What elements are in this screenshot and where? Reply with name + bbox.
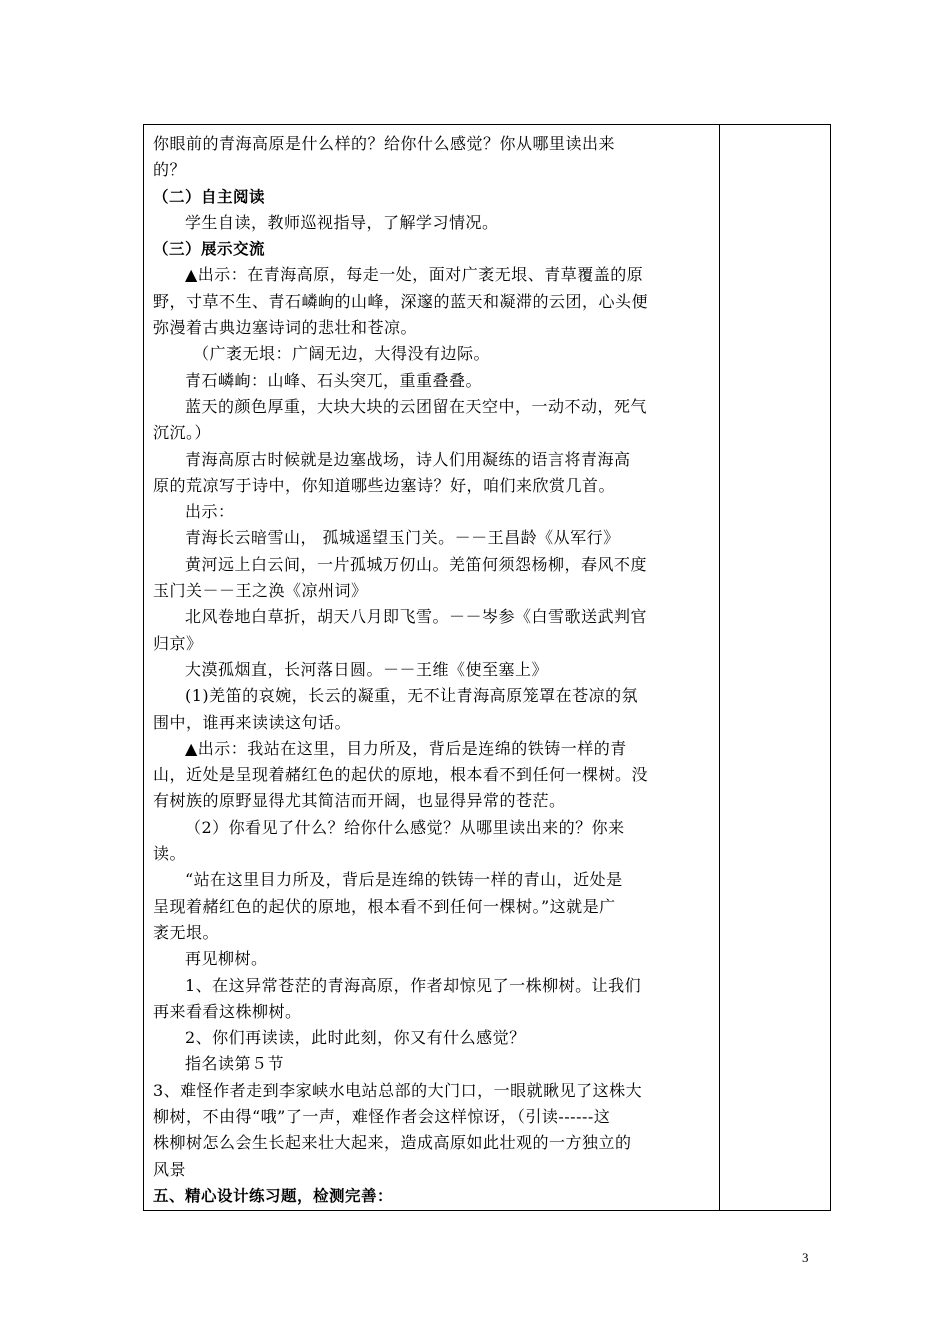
text-line: “站在这里目力所及，背后是连绵的铁铸一样的青山，近处是 xyxy=(185,870,623,890)
text-line: （广袤无垠：广阔无边，大得没有边际。 xyxy=(193,344,491,364)
text-line: 学生自读，教师巡视指导，了解学习情况。 xyxy=(185,212,499,232)
text-line: 呈现着赭红色的起伏的原地，根本看不到任何一棵树。”这就是广 xyxy=(153,896,616,916)
text-line: 2、你们再读读，此时此刻，你又有什么感觉？ xyxy=(185,1028,526,1048)
text-line: 株柳树怎么会生长起来壮大起来，造成高原如此壮观的一方独立的 xyxy=(153,1133,632,1153)
text-line: (1)羌笛的哀婉，长云的凝重，无不让青海高原笼罩在苍凉的氛 xyxy=(185,686,639,706)
text-line: 沉沉。） xyxy=(153,423,212,443)
column-divider xyxy=(719,125,720,1210)
text-line: （2）你看见了什么？给你什么感觉？从哪里读出来的？你来 xyxy=(185,817,625,837)
text-line: 再见柳树。 xyxy=(185,949,268,969)
text-line: 再来看看这株柳树。 xyxy=(153,1001,302,1021)
section-heading: （二）自主阅读 xyxy=(153,187,266,206)
text-line: 野，寸草不生、青石嶙峋的山峰，深邃的蓝天和凝滞的云团，心头便 xyxy=(153,291,649,311)
text-line: 青海长云暗雪山， 孤城遥望玉门关。－－王昌龄《从军行》 xyxy=(185,528,620,548)
text-line: 原的荒凉写于诗中，你知道哪些边塞诗？好，咱们来欣赏几首。 xyxy=(153,475,616,495)
text-line: 的？ xyxy=(153,160,187,180)
text-line: 大漠孤烟直，长河落日圆。－－王维《使至塞上》 xyxy=(185,659,549,679)
lesson-content-cell xyxy=(153,131,713,1209)
text-line: 蓝天的颜色厚重，大块大块的云团留在天空中，一动不动，死气 xyxy=(185,396,648,416)
text-line: 读。 xyxy=(153,844,187,864)
text-line: 弥漫着古典边塞诗词的悲壮和苍凉。 xyxy=(153,318,418,338)
text-line: 柳树，不由得“哦”了一声，难怪作者会这样惊讶，（引读------这 xyxy=(153,1106,611,1126)
text-line: 有树族的原野显得尤其简洁而开阔，也显得异常的苍茫。 xyxy=(153,791,566,811)
text-line: 归京》 xyxy=(153,633,203,653)
text-line: 指名读第５节 xyxy=(185,1054,285,1074)
lesson-plan-table xyxy=(143,124,831,1211)
text-line: 黄河远上白云间，一片孤城万仞山。羌笛何须怨杨柳，春风不度 xyxy=(185,554,648,574)
text-line: ▲出示：我站在这里，目力所及，背后是连绵的铁铸一样的青 xyxy=(185,738,627,758)
text-line: 青海高原古时候就是边塞战场，诗人们用凝练的语言将青海高 xyxy=(185,449,631,469)
text-line: 你眼前的青海高原是什么样的？给你什么感觉？你从哪里读出来 xyxy=(153,134,616,153)
text-line: 青石嶙峋：山峰、石头突兀，重重叠叠。 xyxy=(185,370,483,390)
text-line: 围中，谁再来读读这句话。 xyxy=(153,712,352,732)
section-heading: （三）展示交流 xyxy=(153,240,266,259)
page-number: 3 xyxy=(802,1250,809,1265)
text-line: 袤无垠。 xyxy=(153,922,220,942)
text-line: 北风卷地白草折，胡天八月即飞雪。－－岑参《白雪歌送武判官 xyxy=(185,607,648,627)
text-line: 3、难怪作者走到李家峡水电站总部的大门口，一眼就瞅见了这株大 xyxy=(153,1080,643,1100)
text-line: 风景 xyxy=(153,1159,187,1179)
text-line: 玉门关－－王之涣《凉州词》 xyxy=(153,581,368,601)
text-line: 出示： xyxy=(185,502,235,522)
text-line: 1、在这异常苍茫的青海高原，作者却惊见了一株柳树。让我们 xyxy=(185,975,642,995)
text-line: ▲出示：在青海高原，每走一处，面对广袤无垠、青草覆盖的原 xyxy=(185,265,644,285)
text-line: 山，近处是呈现着赭红色的起伏的原地，根本看不到任何一棵树。没 xyxy=(153,765,649,785)
section-heading: 五、精心设计练习题，检测完善： xyxy=(153,1186,394,1205)
